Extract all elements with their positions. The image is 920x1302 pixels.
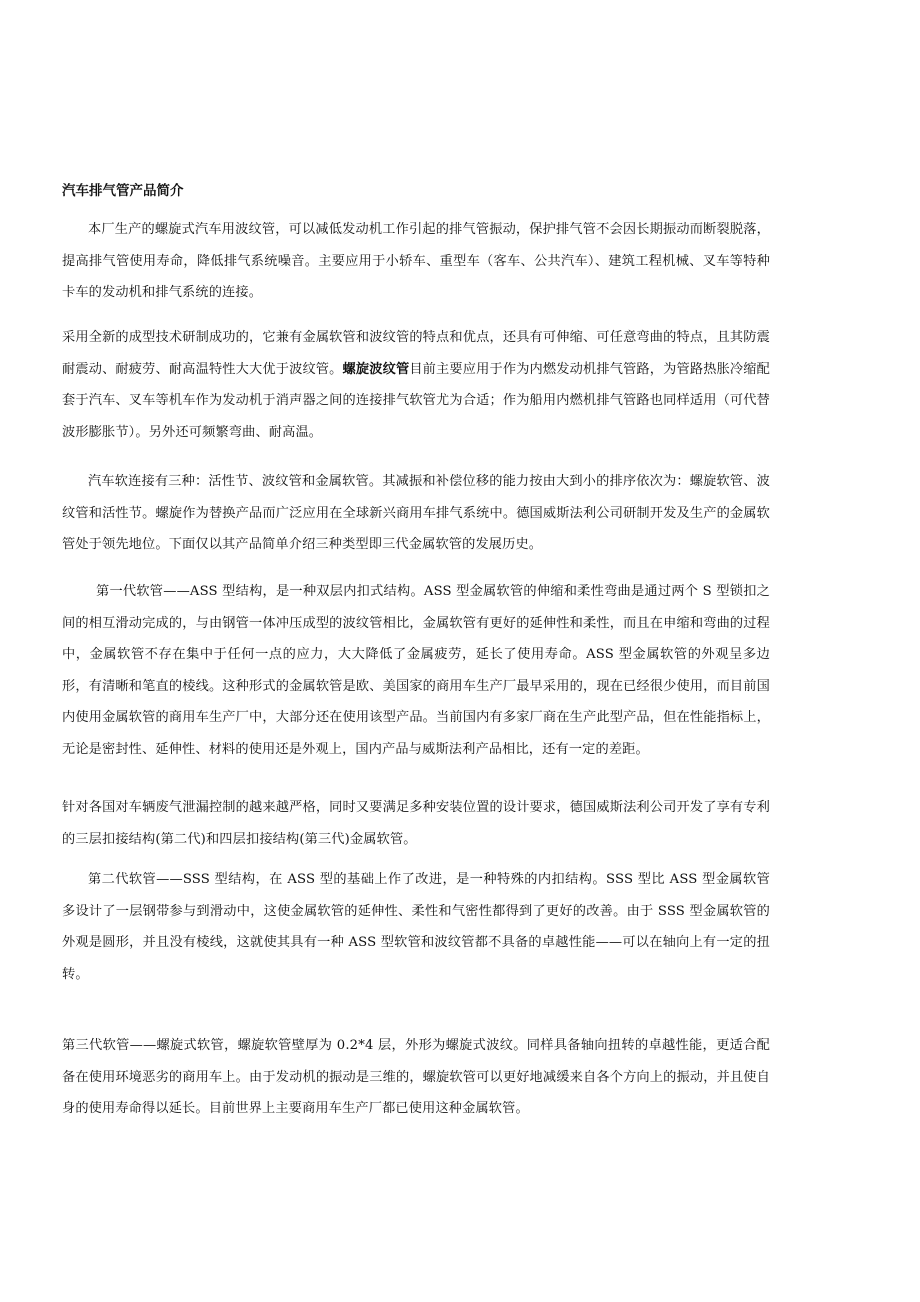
paragraph-technology-text-a: 采用全新的成型技术研制成功的，它兼有金属软管和波纹管的特点和优点，还具有可伸缩、可任意弯曲的特点，且其防震耐震动、耐疲劳、耐高温特性大大优于波纹管。: [62, 330, 770, 377]
paragraph-technology-text-b: 目前主要应用于作为内燃发动机排气管路，为管路热胀冷缩配套于汽车、叉车等机车作为发动机于消声器之间的连接排气软管尤为合适；作为船用内燃机排气管路也同样适用（可代替波形膨胀节）。另外还可频繁弯曲、耐高温。: [62, 361, 770, 440]
document-title: 汽车排气管产品简介: [62, 183, 184, 199]
paragraph-technology: [62, 322, 770, 448]
paragraph-patent: 针对各国对车辆废气泄漏控制的越来越严格，同时又要满足多种安装位置的设计要求，德国威斯法利公司开发了享有专利的三层扣接结构(第二代)和四层扣接结构(第三代)金属软管。: [62, 800, 770, 847]
keyword-spiral-bellows: 螺旋波纹管: [342, 361, 410, 377]
paragraph-first-generation: 第一代软管——ASS 型结构，是一种双层内扣式结构。ASS 型金属软管的伸缩和柔性弯曲是通过两个 S 型锁扣之间的相互滑动完成的，与由钢管一体冲压成型的波纹管相比，金属软管有更好的延伸性和柔性，而且在申缩和弯曲的过程中，金属软管不存在集中于任何一点的应力，大大降低了金属疲劳，延长了使用寿命。ASS 型金属软管的外观呈多边形，有清晰和笔直的棱线。这种形式的金属软管是欧、美国家的商用车生产厂最早采用的，现在已经很少使用，而目前国内使用金属软管的商用车生产厂中，大部分还在使用该型产品。当前国内有多家厂商在生产此型产品，但在性能指标上，无论是密封性、延伸性、材料的使用还是外观上，国内产品与威斯法利产品相比，还有一定的差距。: [62, 584, 770, 757]
paragraph-intro: 本厂生产的螺旋式汽车用波纹管，可以减低发动机工作引起的排气管振动，保护排气管不会因长期振动而断裂脱落，提高排气管使用寿命，降低排气系统噪音。主要应用于小轿车、重型车（客车、公共汽车）、建筑工程机械、叉车等特种卡车的发动机和排气系统的连接。: [62, 222, 770, 300]
paragraph-second-generation: 第二代软管——SSS 型结构，在 ASS 型的基础上作了改进，是一种特殊的内扣结构。SSS 型比 ASS 型金属软管多设计了一层钢带参与到滑动中，这使金属软管的延伸性、柔性和气密性都得到了更好的改善。由于 SSS 型金属软管的外观是圆形，并且没有棱线，这就使其具有一种 ASS 型软管和波纹管都不具备的卓越性能——可以在轴向上有一定的扭转。: [62, 872, 770, 982]
paragraph-third-generation: 第三代软管——螺旋式软管，螺旋软管壁厚为 0.2*4 层，外形为螺旋式波纹。同样具备轴向扭转的卓越性能，更适合配备在使用环境恶劣的商用车上。由于发动机的振动是三维的，螺旋软管可以更好地减缓来自各个方向上的振动，并且使自身的使用寿命得以延长。目前世界上主要商用车生产厂都已使用这种金属软管。: [62, 1038, 770, 1116]
paragraph-connection-types: 汽车软连接有三种：活性节、波纹管和金属软管。其减振和补偿位移的能力按由大到小的排序依次为：螺旋软管、波纹管和活性节。螺旋作为替换产品而广泛应用在全球新兴商用车排气系统中。德国威斯法利公司研制开发及生产的金属软管处于领先地位。下面仅以其产品简单介绍三种类型即三代金属软管的发展历史。: [62, 474, 770, 552]
